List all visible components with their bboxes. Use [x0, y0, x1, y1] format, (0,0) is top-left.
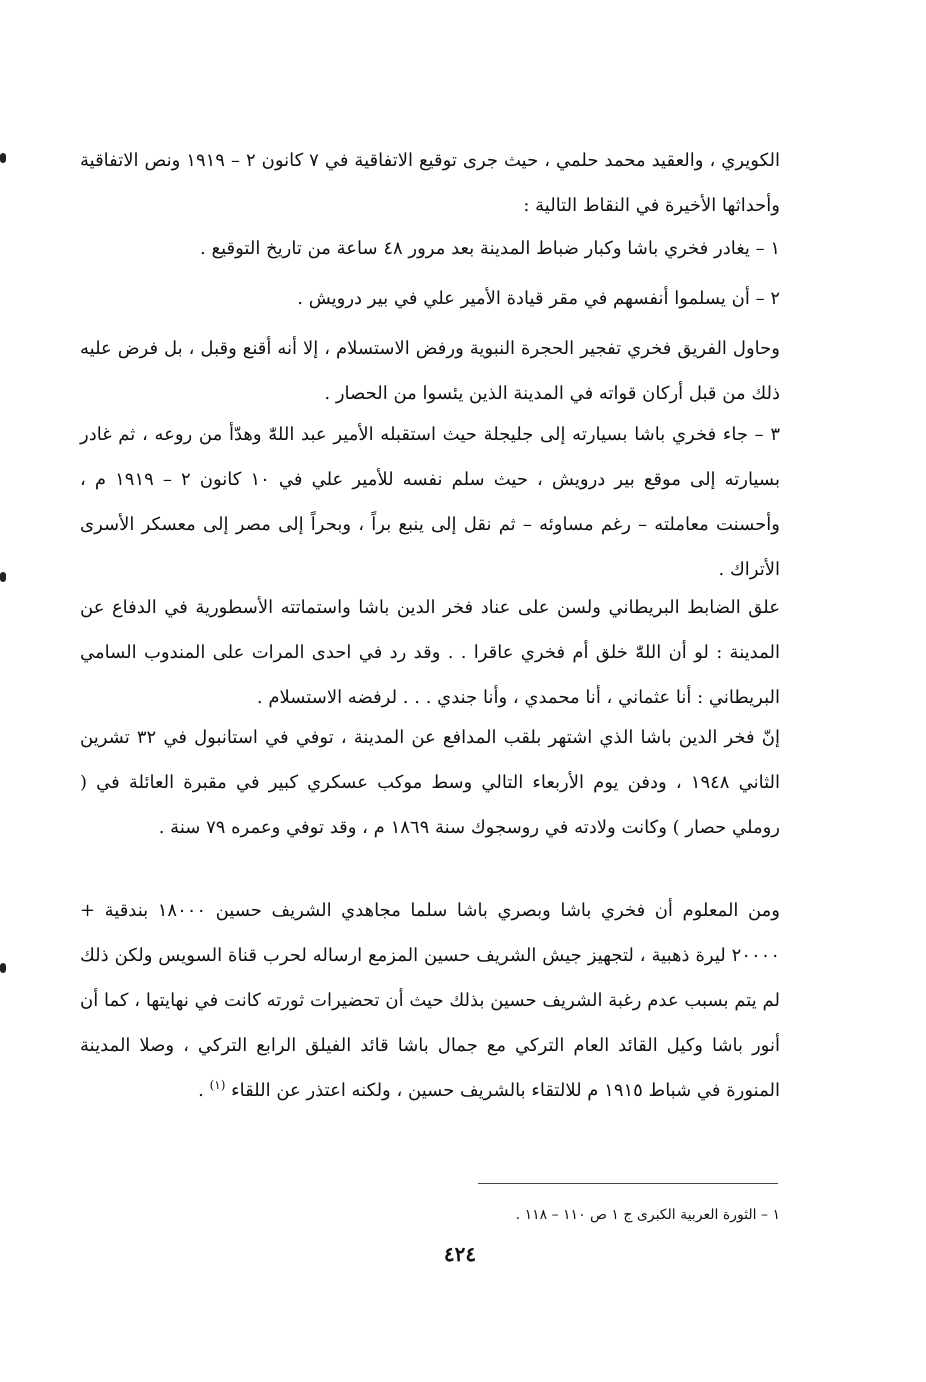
list-item-2: ٢ – أن يسلموا أنفسهم في مقر قيادة الأمير علي في بير درويش . [297, 288, 780, 309]
footnote-text: ١ – الثورة العربية الكبرى ج ١ ص ١١٠ – ١١٨ . [515, 1207, 780, 1223]
paragraph-4-block [80, 715, 780, 850]
paragraph-1-block [80, 138, 780, 228]
footnote-divider [478, 1183, 778, 1184]
list-item-3-block [80, 412, 780, 592]
page-number: ٤٢٤ [443, 1242, 477, 1266]
paragraph-5-block [80, 888, 780, 1113]
paragraph-3: علق الضابط البريطاني ولسن على عناد فخر الدين باشا واستماتته الأسطورية في الدفاع عن المدينة : لو أن اللهّٰ خلق أم فخري عاقرا . . وقد رد في احدى المرات على المندوب السامي البريطاني : أنا عثماني ، أنا محمدي ، وأنا جندي . . . لرفضه الاستسلام . [80, 597, 780, 708]
list-item-2-block [80, 276, 780, 321]
paragraph-2-block [80, 326, 780, 416]
paragraph-1: الكويري ، والعقيد محمد حلمي ، حيث جرى توقيع الاتفاقية في ٧ كانون ٢ – ١٩١٩ ونص الاتفاقية وأحداثها الأخيرة في النقاط التالية : [80, 150, 780, 216]
list-item-1: ١ – يغادر فخري باشا وكبار ضباط المدينة بعد مرور ٤٨ ساعة من تاريخ التوقيع . [200, 238, 780, 259]
binding-mark-middle [0, 572, 6, 582]
paragraph-3-block [80, 585, 780, 720]
binding-mark-lower [0, 963, 6, 973]
paragraph-5 [80, 888, 780, 1113]
paragraph-2: وحاول الفريق فخري تفجير الحجرة النبوية ورفض الاستسلام ، إلا أنه أقنع وقبل ، بل فرض عليه ذلك من قبل أركان قواته في المدينة الذين يئسوا من الحصار . [80, 338, 780, 404]
paragraph-5-text: ومن المعلوم أن فخري باشا وبصري باشا سلما مجاهدي الشريف حسين ١٨٠٠٠ بندقية + ٢٠٠٠٠ ليرة ذهبية ، لتجهيز جيش الشريف حسين المزمع ارساله لحرب قناة السويس ولكن ذلك لم يتم بسبب عدم رغبة الشريف حسين بذلك حيث أن تحضيرات ثورته كانت في نهايتها ، كما أن أنور باشا وكيل القائد العام التركي مع جمال باشا قائد الفيلق الرابع التركي ، وصلا المدينة المنورة في شباط ١٩١٥ م للالتقاء بالشريف حسين ، ولكنه اعتذر عن اللقاء [80, 900, 780, 1101]
list-item-1-block [80, 226, 780, 271]
footnote-reference: (١) [209, 1078, 226, 1092]
paragraph-4: إنّ فخر الدين باشا الذي اشتهر بلقب المدافع عن المدينة ، توفي في استانبول في ٣٢ تشرين الثاني ١٩٤٨ ، ودفن يوم الأربعاء التالي وسط موكب عسكري كبير في مقبرة العائلة في ( روملي حصار ) وكانت ولادته في روسجوك سنة ١٨٦٩ م ، وقد توفي وعمره ٧٩ سنة . [80, 727, 781, 838]
list-item-3: ٣ – جاء فخري باشا بسيارته إلى جليجلة حيث استقبله الأمير عبد اللهّٰ وهدّأ من روعه ، ثم غادر بسيارته إلى موقع بير درويش ، حيث سلم نفسه للأمير علي في ١٠ كانون ٢ – ١٩١٩ م ، وأحسنت معاملته – رغم مساوئه – ثم نقل إلى ينبع براً ، وبحراً إلى مصر إلى معسكر الأسرى الأتراك . [80, 424, 780, 580]
paragraph-5-end: . [198, 1080, 210, 1101]
binding-mark-top [0, 153, 6, 163]
